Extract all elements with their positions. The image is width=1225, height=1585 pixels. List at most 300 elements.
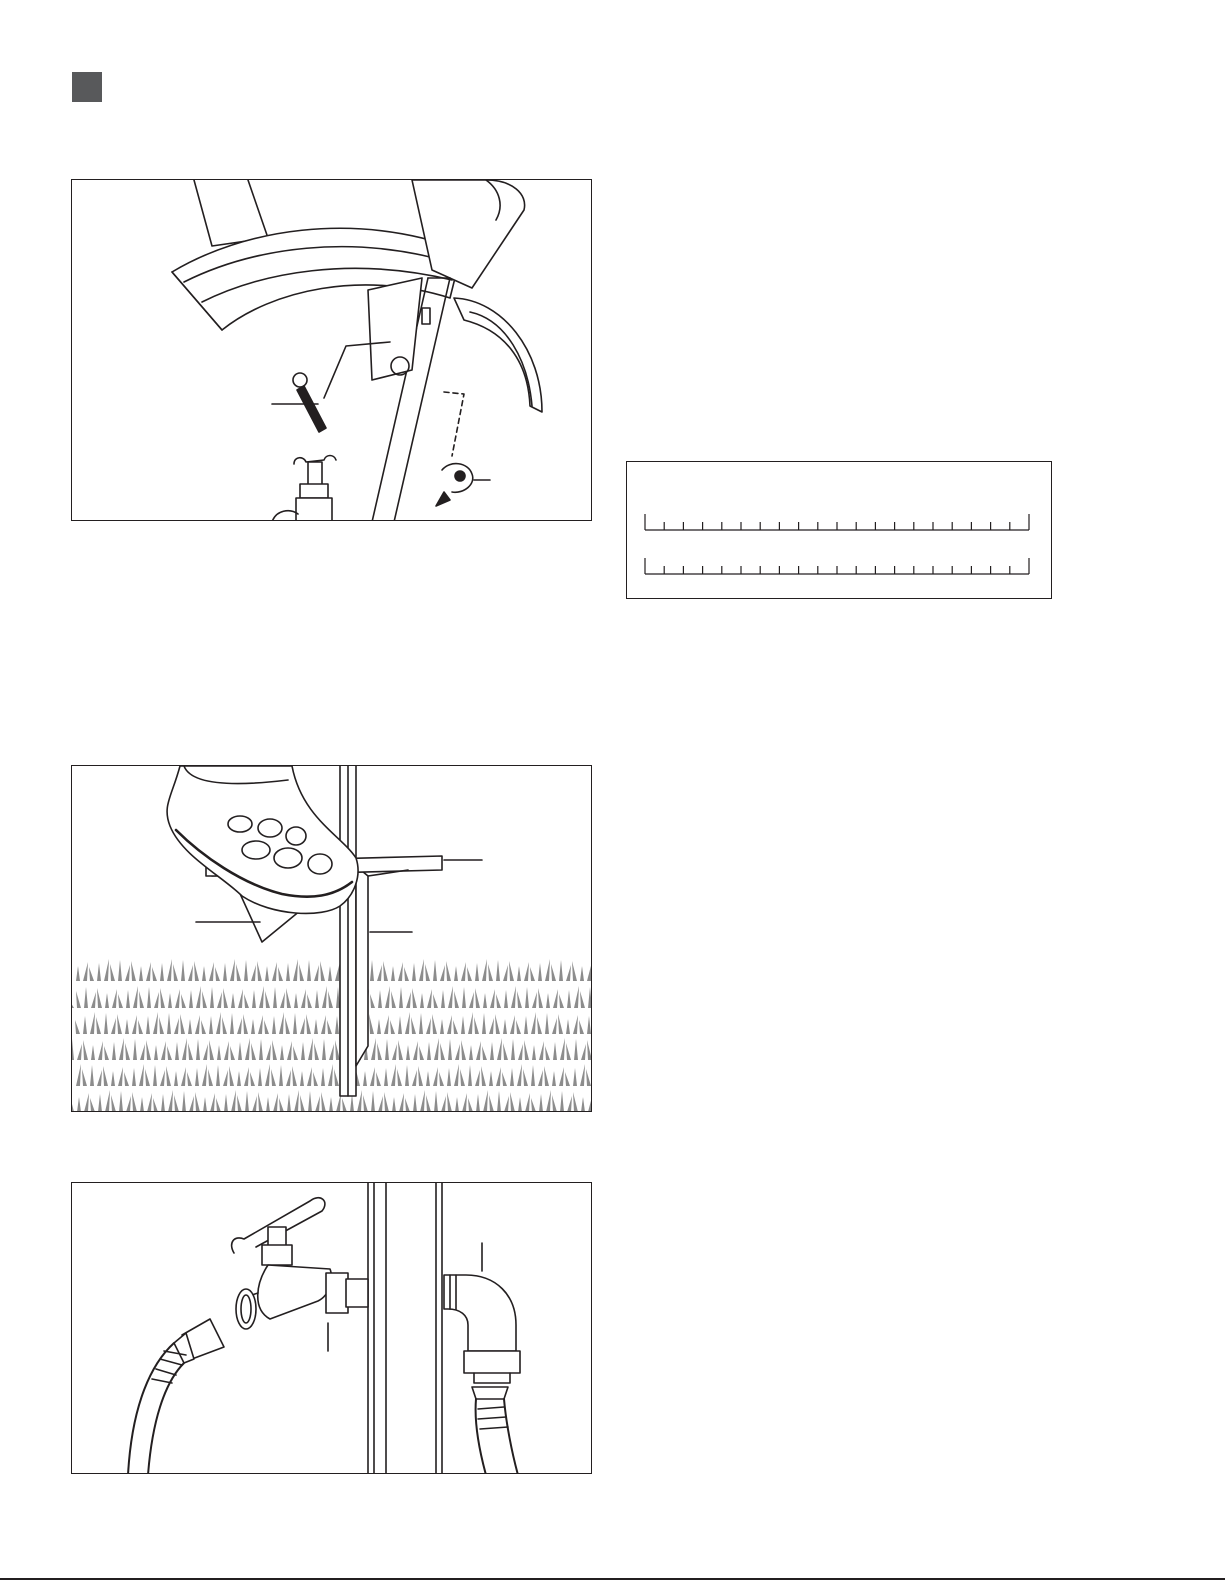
grass-blade — [518, 1097, 522, 1112]
grass-blade — [168, 993, 172, 1008]
grass-blade — [545, 1046, 550, 1060]
grass-blade — [307, 994, 312, 1008]
grass-blade — [552, 1018, 557, 1034]
grass-blade — [265, 966, 269, 981]
grass-blade — [530, 967, 535, 981]
grass-blade — [482, 959, 487, 981]
grass-blade — [244, 994, 249, 1008]
grass-blade — [412, 988, 417, 1008]
grass-blade — [238, 989, 243, 1008]
grass-blade — [476, 1094, 480, 1112]
grass-blade — [369, 1014, 374, 1034]
grass-blade — [391, 1064, 396, 1086]
grass-blade — [504, 990, 508, 1008]
grass-blade — [257, 961, 262, 981]
grass-blade — [502, 1072, 507, 1086]
grass-blade — [237, 1071, 241, 1086]
grass-blade — [314, 1043, 319, 1060]
grass-blade — [209, 1016, 213, 1034]
grass-blade — [182, 1091, 186, 1112]
grass-blade — [252, 1096, 257, 1112]
grass-blade — [539, 1094, 543, 1112]
grass-blade — [523, 1069, 528, 1086]
grass-blade — [230, 1013, 234, 1034]
grass-blade — [440, 1019, 444, 1034]
grass-blade — [567, 990, 571, 1008]
grass-blade — [406, 992, 411, 1008]
grass-blade — [551, 964, 556, 981]
grass-blade — [334, 1069, 339, 1086]
grass-blade — [72, 995, 74, 1008]
grass-blade — [398, 1040, 403, 1060]
elbow-connector-icon — [444, 1275, 520, 1383]
grass-blade — [292, 1066, 297, 1086]
grass-blade — [125, 1019, 129, 1034]
grass-blade — [174, 1095, 179, 1112]
grass-blade — [244, 1067, 249, 1086]
grass-blade — [462, 987, 466, 1008]
grass-blade — [560, 1091, 564, 1112]
grass-blade — [467, 967, 472, 981]
grass-blade — [175, 989, 180, 1008]
grass-blade — [147, 1093, 152, 1112]
grass-blade — [377, 965, 382, 981]
grass-blade — [104, 1046, 109, 1060]
grass-blade — [433, 960, 437, 981]
grass-blade — [545, 959, 550, 981]
grass-blade — [531, 1065, 535, 1086]
grass-blade — [426, 1018, 431, 1034]
grass-blade — [371, 1091, 375, 1112]
grass-blade — [392, 1097, 396, 1112]
grass-blade — [454, 991, 459, 1008]
grass-blade — [321, 1015, 326, 1034]
grass-blade — [132, 1015, 137, 1034]
grass-blade — [299, 964, 304, 981]
grass-blade — [412, 963, 416, 981]
grass-blade — [146, 1040, 151, 1060]
grass-blade — [588, 1093, 592, 1112]
grass-blade — [77, 1097, 81, 1112]
grass-blade — [581, 1097, 585, 1112]
grass-blade — [525, 1093, 530, 1112]
grass-blade — [89, 967, 94, 981]
grass-blade — [370, 1067, 375, 1086]
grass-blade — [111, 1095, 116, 1112]
grass-blade — [460, 1069, 465, 1086]
grass-blade — [103, 1066, 108, 1086]
grass-blade — [587, 1040, 592, 1060]
grass-blade — [160, 963, 164, 981]
grass-blade — [419, 1046, 424, 1060]
grass-blade — [180, 1014, 185, 1034]
grass-blade — [153, 1012, 158, 1034]
grass-blade — [126, 1096, 131, 1112]
grass-blade — [174, 1018, 179, 1034]
grass-blade — [426, 1071, 430, 1086]
grass-blade — [294, 1090, 299, 1112]
grass-blade — [378, 990, 382, 1008]
grass-blade — [490, 1042, 494, 1060]
grass-blade — [538, 963, 542, 981]
grass-blade — [259, 1039, 263, 1060]
grass-blade — [118, 994, 123, 1008]
grass-blade — [194, 961, 199, 981]
grass-blade — [447, 1015, 452, 1034]
grass-blade — [139, 966, 143, 981]
grass-blade — [203, 1044, 208, 1060]
grass-blade — [496, 960, 500, 981]
grass-blade — [138, 1020, 143, 1034]
grass-blade — [300, 1071, 304, 1086]
grass-blade — [580, 966, 584, 981]
grass-blade — [524, 1016, 528, 1034]
grass-blade — [154, 992, 159, 1008]
grass-blade — [181, 994, 186, 1008]
grass-blade — [112, 989, 117, 1008]
grass-blade — [97, 988, 102, 1008]
grass-blade — [215, 967, 220, 981]
grass-blade — [475, 1070, 480, 1086]
grass-blade — [90, 1065, 94, 1086]
grass-blade — [286, 1070, 291, 1086]
grass-blade — [216, 1012, 221, 1034]
grass-blade — [433, 994, 438, 1008]
grass-blade — [160, 988, 165, 1008]
grass-blade — [391, 966, 395, 981]
grass-blade — [495, 1014, 500, 1034]
reel-bracket-illustration — [172, 180, 542, 521]
spigot-icon — [272, 456, 336, 522]
grass-blade — [580, 1064, 585, 1086]
grass-blade — [546, 993, 550, 1008]
grass-blade — [574, 1039, 578, 1060]
grass-blade — [447, 1092, 452, 1112]
grass-blade — [327, 1020, 332, 1034]
grass-blade — [440, 965, 445, 981]
grass-blade — [517, 1064, 522, 1086]
grass-blade — [572, 961, 577, 981]
grass-blade — [293, 1013, 297, 1034]
grass-blade — [237, 1018, 242, 1034]
grass-blade — [202, 1064, 207, 1086]
grass-blade — [314, 1019, 318, 1034]
grass-blade — [222, 1017, 227, 1034]
grass-blade — [420, 993, 424, 1008]
grass-blade — [294, 993, 298, 1008]
grass-blade — [307, 960, 311, 981]
grass-blade — [132, 1068, 136, 1086]
grass-blade — [552, 1095, 557, 1112]
grass-blade — [237, 1095, 242, 1112]
grass-blade — [105, 993, 109, 1008]
grass-blade — [139, 991, 144, 1008]
grass-blade — [328, 966, 332, 981]
grass-blade — [469, 1045, 473, 1060]
grass-blade — [320, 961, 325, 981]
grass-blade — [133, 1039, 137, 1060]
grass-blade — [497, 1038, 502, 1060]
grass-blade — [308, 1038, 313, 1060]
grass-blade — [426, 1095, 431, 1112]
grass-blade — [384, 1092, 389, 1112]
grass-blade — [433, 1067, 438, 1086]
grass-blade — [490, 989, 495, 1008]
grass-blade — [173, 964, 178, 981]
grass-blade — [243, 1014, 248, 1034]
grass-blade — [285, 1017, 290, 1034]
grass-blade — [377, 1043, 382, 1060]
grass-blade — [404, 967, 409, 981]
grass-blade — [511, 986, 516, 1008]
grass-blade — [126, 990, 130, 1008]
grass-blade — [539, 1041, 544, 1060]
grass-blade — [448, 986, 453, 1008]
grass-blade — [104, 959, 109, 981]
grass-blade — [133, 986, 138, 1008]
grass-blade — [153, 1098, 158, 1112]
grass-blade — [264, 1020, 269, 1034]
grass-blade — [154, 1045, 158, 1060]
grass-blade — [517, 991, 522, 1008]
grass-blade — [552, 1071, 556, 1086]
grass-blade — [286, 963, 290, 981]
grass-blade — [244, 960, 248, 981]
grass-blade — [567, 1096, 572, 1112]
grass-blade — [481, 1066, 486, 1086]
grass-blade — [511, 1039, 515, 1060]
grass-blade — [216, 1098, 221, 1112]
grass-blade — [308, 1091, 312, 1112]
grass-blade — [287, 1094, 291, 1112]
grass-blade — [159, 1017, 164, 1034]
grass-blade — [384, 1015, 389, 1034]
grass-blade — [483, 993, 487, 1008]
grass-blade — [370, 994, 375, 1008]
grass-blade — [489, 1095, 494, 1112]
grass-blade — [559, 994, 564, 1008]
grass-blade — [223, 963, 227, 981]
grass-blade — [273, 987, 277, 1008]
grass-blade — [328, 1064, 333, 1086]
grass-blade — [83, 962, 88, 981]
grass-blade — [553, 1042, 557, 1060]
figure-hose-connection — [71, 1182, 592, 1474]
grass-blade — [196, 986, 201, 1008]
grass-blade — [182, 1038, 187, 1060]
grass-blade — [510, 1068, 514, 1086]
grass-blade — [434, 1091, 438, 1112]
grass-blade — [313, 1072, 318, 1086]
grass-blade — [545, 1013, 549, 1034]
grass-blade — [475, 963, 479, 981]
grass-blade — [439, 1072, 444, 1086]
grass-illustration — [72, 959, 592, 1112]
grass-blade — [119, 1038, 124, 1060]
grass-blade — [497, 1091, 501, 1112]
grass-blade — [468, 1065, 472, 1086]
grass-blade — [329, 1044, 334, 1060]
grass-blade — [306, 1014, 311, 1034]
spigot-icon — [232, 1198, 368, 1329]
grass-blade — [405, 1012, 410, 1034]
grass-blade — [259, 986, 264, 1008]
grass-blade — [258, 1068, 262, 1086]
grass-blade — [167, 1046, 172, 1060]
grass-blade — [413, 1041, 418, 1060]
grass-blade — [250, 1072, 255, 1086]
step-marker — [72, 72, 102, 102]
grass-blade — [153, 1065, 157, 1086]
grass-blade — [420, 1090, 425, 1112]
grass-blade — [202, 991, 207, 1008]
grass-blade — [104, 1013, 108, 1034]
grass-blade — [538, 1070, 543, 1086]
grass-blade — [462, 1093, 467, 1112]
shoe-icon — [167, 766, 358, 913]
grass-blade — [231, 993, 235, 1008]
grass-blade — [405, 1098, 410, 1112]
grass-blade — [532, 1045, 536, 1060]
grass-blade — [300, 1095, 305, 1112]
grass-blade — [72, 1039, 74, 1060]
grass-blade — [385, 1039, 389, 1060]
grass-blade — [217, 1045, 221, 1060]
grass-blade — [455, 1097, 459, 1112]
garden-hose-icon — [128, 1319, 224, 1474]
grass-blade — [524, 1040, 529, 1060]
grass-blade — [229, 1066, 234, 1086]
grass-blade — [517, 966, 521, 981]
grass-blade — [441, 990, 445, 1008]
grass-blade — [139, 1064, 144, 1086]
grass-blade — [553, 989, 558, 1008]
grass-blade — [265, 991, 270, 1008]
grass-blade — [300, 1018, 305, 1034]
grass-blade — [587, 962, 592, 981]
grass-blade — [145, 1069, 150, 1086]
grass-blade — [188, 1019, 192, 1034]
grass-blade — [482, 1046, 487, 1060]
grass-blade — [510, 1015, 515, 1034]
grass-blade — [251, 1019, 255, 1034]
grass-blade — [322, 986, 327, 1008]
grass-blade — [329, 1097, 333, 1112]
grass-blade — [273, 1093, 278, 1112]
grass-blade — [482, 1013, 486, 1034]
grass-blade — [531, 1012, 536, 1034]
leader-hose-icon — [472, 1387, 518, 1474]
ruler-bottom — [645, 558, 1029, 574]
grass-blade — [280, 1045, 284, 1060]
grass-blade — [230, 1046, 235, 1060]
grass-blade — [252, 990, 256, 1008]
grass-blade — [209, 962, 214, 981]
grass-blade — [447, 1068, 451, 1086]
grass-blade — [587, 1016, 591, 1034]
grass-blade — [196, 1039, 200, 1060]
grass-blade — [279, 1098, 284, 1112]
grass-blade — [510, 1092, 515, 1112]
grass-blade — [418, 1066, 423, 1086]
grass-blade — [245, 1091, 249, 1112]
grass-blade — [217, 992, 222, 1008]
grass-blade — [342, 1098, 347, 1112]
grass-blade — [90, 1012, 95, 1034]
grass-blade — [434, 1038, 439, 1060]
grass-blade — [161, 1094, 165, 1112]
grass-blade — [125, 1043, 130, 1060]
grass-blade — [132, 1092, 137, 1112]
grass-blade — [209, 1040, 214, 1060]
page-bottom-rule — [0, 1578, 1225, 1580]
grass-blade — [91, 992, 96, 1008]
grass-blade — [195, 1092, 200, 1112]
grass-blade — [363, 1071, 367, 1086]
grass-blade — [509, 961, 514, 981]
grass-blade — [188, 1043, 193, 1060]
grass-blade — [377, 1019, 381, 1034]
grass-blade — [278, 967, 283, 981]
grass-blade — [245, 1038, 250, 1060]
grass-blade — [124, 1072, 129, 1086]
grass-blade — [586, 1069, 591, 1086]
grass-blade — [97, 963, 101, 981]
grass-blade — [384, 1068, 388, 1086]
grass-blade — [504, 1096, 509, 1112]
grass-blade — [453, 1020, 458, 1034]
grass-blade — [397, 1069, 402, 1086]
grass-blade — [76, 966, 80, 981]
grass-blade — [468, 1012, 473, 1034]
grass-blade — [140, 1097, 144, 1112]
grass-blade — [266, 1097, 270, 1112]
grass-blade — [454, 1064, 459, 1086]
grass-blade — [314, 965, 319, 981]
grass-blade — [398, 962, 403, 981]
grass-blade — [532, 992, 537, 1008]
grass-blade — [537, 1017, 542, 1034]
grass-blade — [265, 1064, 270, 1086]
grass-blade — [315, 990, 319, 1008]
grass-blade — [110, 964, 115, 981]
grass-blade — [474, 1017, 479, 1034]
grass-blade — [432, 1014, 437, 1034]
grass-blade — [301, 989, 306, 1008]
grass-blade — [72, 1092, 74, 1112]
grass-blade — [566, 965, 571, 981]
grass-blade — [236, 964, 241, 981]
grass-blade — [413, 1094, 417, 1112]
grass-blade — [76, 991, 81, 1008]
grass-blade — [140, 1044, 145, 1060]
stake-icon — [340, 766, 368, 1096]
grass-blade — [271, 1069, 276, 1086]
grass-blade — [84, 987, 88, 1008]
grass-blade — [427, 1042, 431, 1060]
grass-blade — [82, 1069, 87, 1086]
grass-blade — [370, 960, 374, 981]
grass-blade — [321, 1068, 325, 1086]
grass-blade — [301, 1042, 305, 1060]
grass-blade — [210, 987, 214, 1008]
grass-blade — [75, 1020, 80, 1034]
grass-blade — [83, 1040, 88, 1060]
grass-blade — [168, 1090, 173, 1112]
grass-blade — [566, 1019, 570, 1034]
grass-blade — [96, 1017, 101, 1034]
grass-blade — [468, 1098, 473, 1112]
